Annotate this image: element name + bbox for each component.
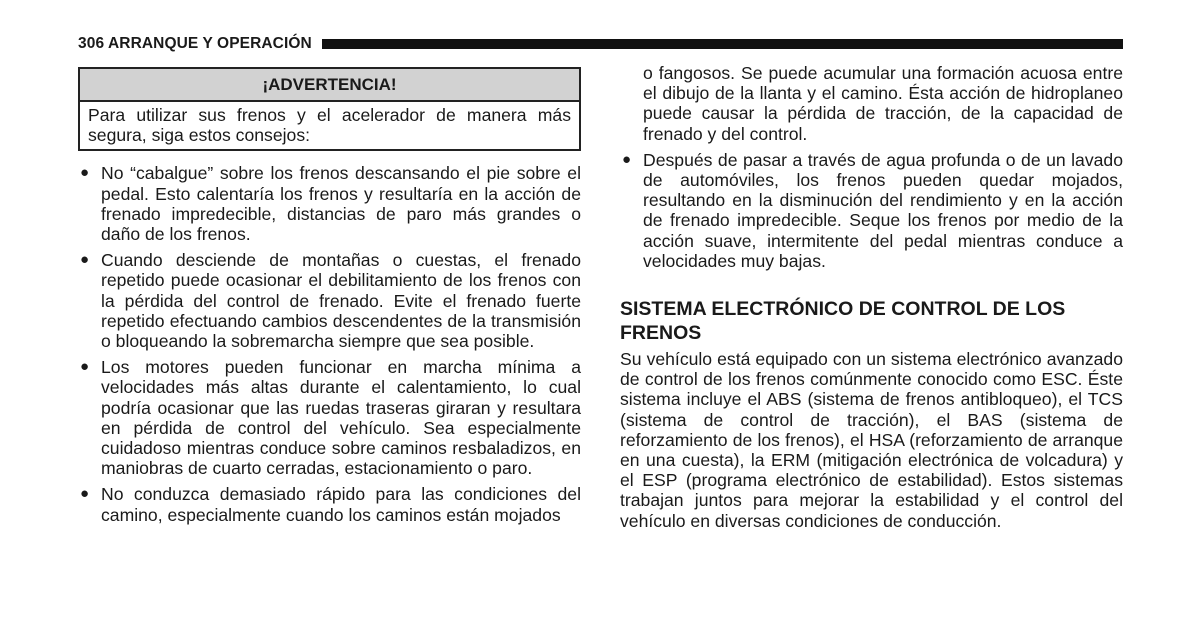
warning-title: ¡ADVERTENCIA! [80,69,579,102]
section-paragraph: Su vehículo está equipado con un sistema electrónico avanzado de control de los frenos comúnmente conocido como ESC. Éste sistema incluye el ABS (sistema de frenos antibloqueo), el TCS (sistema de control de tracción), el BAS (sistema de reforzamiento de los frenos), el HSA (reforzamiento de arranque en una cuesta), la ERM (mitigación electrónica de volcadura) y el ESP (programa electrónico de estabilidad). Estos sistemas trabajan juntos para mejorar la estabilidad y el control del vehículo en diversas condiciones de conducción. [620,349,1123,531]
list-item-text: Los motores pueden funcionar en marcha mínima a velocidades más altas durante el calentamiento, lo cual podría ocasionar que las ruedas traseras giraran y resultara en pérdida de control del vehículo. Sea especialmente cuidadoso mientras conduce sobre caminos resbaladizos, en maniobras de cuarto cerradas, estacionamiento o paro. [101,357,581,479]
continued-bullet-text: o fangosos. Se puede acumular una formación acuosa entre el dibujo de la llanta y el camino. Ésta acción de hidroplaneo puede causar la pérdida de tracción, de la capacidad de frenado y del control. [643,63,1123,144]
page-header-title: 306 ARRANQUE Y OPERACIÓN [78,35,312,52]
bullet-icon: ● [622,150,632,168]
bullet-icon: ● [80,251,90,269]
left-bullet-list [78,163,581,524]
section-heading: SISTEMA ELECTRÓNICO DE CONTROL DE LOS FRENOS [620,298,1066,345]
right-column [620,63,1123,531]
page-header [78,34,1123,54]
bullet-icon: ● [80,485,90,503]
warning-body: Para utilizar sus frenos y el acelerador de manera más segura, siga estos consejos: [88,105,571,146]
header-rule [322,39,1123,49]
list-item [78,484,581,524]
list-item [620,150,1123,271]
list-item [78,250,581,351]
list-item [78,357,581,478]
list-item-text: No conduzca demasiado rápido para las condiciones del camino, especialmente cuando los caminos están mojados [101,484,581,525]
list-item-text: Cuando desciende de montañas o cuestas, el frenado repetido puede ocasionar el debilitamiento de los frenos con la pérdida del control de frenado. Evite el frenado fuerte repetido efectuando cambios descendentes de la transmisión o bloqueando la sobremarcha siempre que sea posible. [101,250,581,352]
bullet-icon: ● [80,164,90,182]
list-item-text: Después de pasar a través de agua profunda o de un lavado de automóviles, los frenos pueden quedar mojados, resultando en la disminución del rendimiento y en la acción de frenado impredecible. Seque los frenos por medio de la acción suave, intermitente del pedal mientras conduce a velocidades muy bajas. [643,149,1123,271]
bullet-icon: ● [80,358,90,376]
list-item [78,163,581,244]
warning-box [78,67,581,151]
right-bullet-list [620,150,1123,271]
list-item-text: No “cabalgue” sobre los frenos descansando el pie sobre el pedal. Esto calentaría los frenos y resultaría en la acción de frenado impredecible, distancias de paro más grandes o daño de los frenos. [101,163,581,245]
left-column [78,67,581,531]
